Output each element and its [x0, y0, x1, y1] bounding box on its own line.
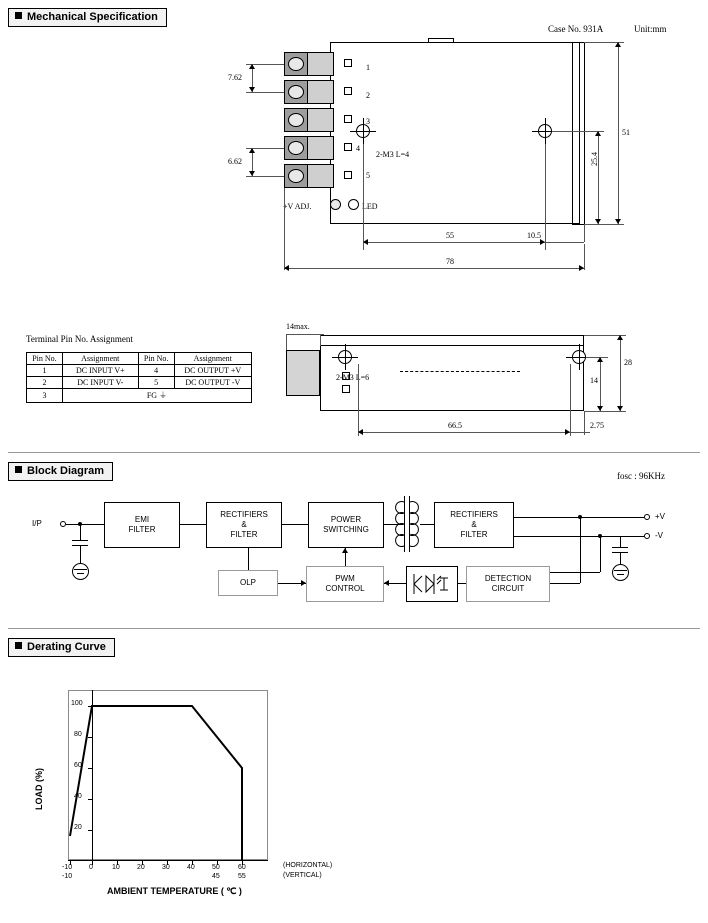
chart-ylabel-60: 60: [74, 762, 82, 769]
dim-28-line: [620, 335, 621, 411]
dim-pitch1-arrow-down: [249, 87, 255, 92]
optocoupler-symbol-icon: [406, 566, 458, 602]
chart-xlabel-40: 40: [187, 864, 195, 871]
block-power-switching: [308, 502, 384, 548]
block-power-label: POWER SWITCHING: [323, 515, 369, 534]
case-number-label: Case No. 931A: [548, 24, 604, 34]
cell-assign-3: FG ⏚: [62, 389, 251, 403]
cell-assign-1: DC INPUT V+: [62, 365, 138, 377]
led-indicator: [348, 199, 359, 210]
output-ground-line-2: [617, 574, 624, 575]
wire-cap-bottom: [80, 545, 81, 563]
top-view-notch: [428, 38, 454, 43]
chart-xlabel-0: 0: [89, 864, 93, 871]
section-header-block-diagram: Block Diagram: [8, 462, 113, 481]
chart-y-axis-title: LOAD (%): [34, 768, 44, 810]
terminal-hole-5: [288, 169, 304, 183]
wire-output-cap-top: [620, 537, 621, 547]
pin-number-5: 5: [366, 171, 370, 180]
block-olp-label: OLP: [239, 578, 256, 587]
block-pwm-control: [306, 566, 384, 602]
dim-78-line: [284, 268, 584, 269]
dim-665-label: 66.5: [448, 421, 462, 430]
chart-ytick-20: [88, 830, 93, 831]
wire-detect-sense-h: [550, 583, 580, 584]
arrow-opto-to-pwm: [384, 580, 389, 586]
dim-51-arrow-up: [615, 42, 621, 47]
block-pwm-label: PWM CONTROL: [325, 574, 365, 593]
terminal-block-1: [306, 52, 334, 76]
cell-pin-3: 3: [27, 389, 63, 403]
pin-number-3: 3: [366, 117, 370, 126]
wire-cap-top: [80, 524, 81, 540]
dim-275-label: 2.75: [590, 421, 604, 430]
output-terminal-positive: [644, 514, 650, 520]
cell-assign-5: DC OUTPUT -V: [174, 377, 251, 389]
ground-line-1: [74, 569, 87, 570]
pin-number-4: 4: [356, 144, 360, 153]
chart-x-axis-title: AMBIENT TEMPERATURE ( ℃ ): [107, 886, 242, 896]
terminal-block-4: [306, 136, 334, 160]
dim-665-arrow-left: [358, 429, 363, 435]
dim-78-ext-right: [584, 244, 585, 270]
block-detection-label: DETECTION CIRCUIT: [484, 574, 532, 593]
dim-55-arrow-left: [363, 239, 368, 245]
chart-x-axis: [68, 860, 268, 861]
crosshair-v-right: [545, 118, 546, 144]
dim-78-arrow-right: [579, 265, 584, 271]
block-olp: [218, 570, 278, 596]
th-assignment-1: Assignment: [62, 353, 138, 365]
screw-note-top: 2-M3 L=4: [376, 150, 410, 159]
wire-detect-sense-h2: [550, 572, 600, 573]
block-rect1-label: RECTIFIERS & FILTER: [220, 510, 268, 539]
dim-14-arrow-up: [597, 357, 603, 362]
wire-output-negative: [514, 536, 644, 537]
terminal-block-2: [306, 80, 334, 104]
chart-ytick-40: [88, 799, 93, 800]
dim-78-arrow-left: [284, 265, 289, 271]
cap-plate-1: [72, 540, 88, 541]
top-view-outer-wall: [584, 42, 585, 224]
chart-xlabel--10: -10: [62, 864, 73, 871]
chart-plot-frame: [68, 690, 268, 860]
dim-665-line: [358, 432, 570, 433]
chart-y-axis: [92, 690, 93, 860]
th-pin-no-1: Pin No.: [27, 353, 63, 365]
table-row: [27, 377, 252, 389]
ground-symbol-output: [612, 564, 629, 581]
terminal-hole-3: [288, 113, 304, 127]
vadj-label: +V ADJ.: [283, 202, 312, 211]
side-view-top-edge: [320, 345, 584, 346]
dim-28-arrow-up: [617, 335, 623, 340]
terminal-block-5: [306, 164, 334, 188]
wire-detect-to-opto: [458, 583, 466, 584]
dim-105-line: [545, 242, 584, 243]
dim-55-line: [363, 242, 545, 243]
earth-ground-icon: ⏚: [159, 391, 168, 400]
chart-xlabel2-55: 55: [238, 873, 246, 880]
dim-254-arrow-up: [595, 131, 601, 136]
top-view-wall-top: [572, 42, 584, 43]
dim-275-ext: [584, 411, 585, 435]
table-header-row: [27, 353, 252, 365]
block-emi-filter-label: EMI FILTER: [128, 515, 156, 534]
output-ground-line-1: [614, 570, 627, 571]
pad-3: [344, 115, 352, 123]
cell-pin-5: 5: [138, 377, 174, 389]
chart-ylabel-40: 40: [74, 793, 82, 800]
pad-2: [344, 87, 352, 95]
cell-pin-4: 4: [138, 365, 174, 377]
terminal-hole-1: [288, 57, 304, 71]
dim-254-arrow-down: [595, 219, 601, 224]
chart-xlabel-30: 30: [162, 864, 170, 871]
side-pad-2: [342, 385, 350, 393]
wire-olp-sense: [248, 548, 249, 570]
arrow-pwm-to-power: [342, 548, 348, 553]
dim-28-label: 28: [624, 358, 632, 367]
dim-pitch2-label: 6.62: [228, 157, 242, 166]
chart-xlabel2--10: -10: [62, 873, 73, 880]
chart-ylabel-20: 20: [74, 824, 82, 831]
block-rect2-label: RECTIFIERS & FILTER: [450, 510, 498, 539]
dim-pitch1-label: 7.62: [228, 73, 242, 82]
dim-51-label: 51: [622, 128, 630, 137]
wire-input-to-emi: [66, 524, 104, 525]
dim-28-arrow-down: [617, 406, 623, 411]
block-rectifiers-filter-2: [434, 502, 514, 548]
wire-detect-sense-negative: [600, 536, 601, 572]
bullet-square-icon: [15, 12, 22, 19]
cell-assign-4: DC OUTPUT +V: [174, 365, 251, 377]
led-label: LED: [362, 202, 378, 211]
dim-51-arrow-down: [615, 219, 621, 224]
top-view-inner-wall: [572, 42, 573, 224]
vadj-pot: [330, 199, 341, 210]
chart-xlabel-20: 20: [137, 864, 145, 871]
dim-55-ext-right: [545, 144, 546, 250]
cell-pin-2: 2: [27, 377, 63, 389]
divider-2: [8, 628, 700, 629]
dim-pitch1-arrow-up: [249, 64, 255, 69]
bullet-square-icon: [15, 642, 22, 649]
output-terminal-negative: [644, 533, 650, 539]
section-header-derating: Derating Curve: [8, 638, 115, 657]
wire-emi-to-rect1: [180, 524, 206, 525]
dim-28-ext-bot: [584, 411, 626, 412]
cell-assign-2: DC INPUT V-: [62, 377, 138, 389]
ground-line-2: [77, 573, 84, 574]
dim-pitch2-ext-bot: [246, 176, 284, 177]
pin-assignment-table: [26, 352, 252, 403]
dim-pitch2-arrow-down: [249, 171, 255, 176]
divider-1: [8, 452, 700, 453]
dim-55-label: 55: [446, 231, 454, 240]
side-crosshair-v-left: [345, 344, 346, 370]
section-header-mechanical: Mechanical Specification: [8, 8, 167, 27]
input-label: I/P: [32, 519, 42, 528]
output-label-positive: +V: [655, 512, 666, 521]
dim-pitch2-arrow-up: [249, 148, 255, 153]
dim-14max-label: 14max.: [286, 322, 310, 331]
dim-51-line: [618, 42, 619, 224]
wire-rect1-to-power: [282, 524, 308, 525]
top-view-wall-bottom: [572, 224, 584, 225]
th-pin-no-2: Pin No.: [138, 353, 174, 365]
table-row: [27, 365, 252, 377]
side-crosshair-v-right: [579, 344, 580, 370]
chart-xlabel-60: 60: [238, 864, 246, 871]
dim-78-label: 78: [446, 257, 454, 266]
pad-4: [344, 143, 352, 151]
transformer-primary-coil: [392, 500, 406, 548]
chart-xlabel-50: 50: [212, 864, 220, 871]
unit-label: Unit:mm: [634, 24, 667, 34]
chart-xlabel-10: 10: [112, 864, 120, 871]
terminal-block-3: [306, 108, 334, 132]
block-rectifiers-filter-1: [206, 502, 282, 548]
block-detection-circuit: [466, 566, 550, 602]
dim-14-line: [600, 357, 601, 411]
block-emi-filter: [104, 502, 180, 548]
wire-detect-sense-positive: [580, 517, 581, 583]
pad-1: [344, 59, 352, 67]
ground-symbol-input: [72, 563, 89, 580]
dim-254-line: [598, 131, 599, 224]
bullet-square-icon: [15, 466, 22, 473]
dim-14-arrow-down: [597, 406, 603, 411]
dim-14max-ext-right: [320, 334, 321, 346]
chart-ytick-80: [88, 737, 93, 738]
dim-105-label: 10.5: [527, 231, 541, 240]
th-assignment-2: Assignment: [174, 353, 251, 365]
cell-pin-1: 1: [27, 365, 63, 377]
dim-14max-line: [286, 334, 324, 335]
dim-105-ext: [584, 224, 585, 242]
chart-note-vertical: (VERTICAL): [283, 872, 322, 879]
pin-number-1: 1: [366, 63, 370, 72]
chart-ytick-60: [88, 768, 93, 769]
dim-665-ext-right: [570, 364, 571, 436]
output-cap-plate-1: [612, 547, 628, 548]
dim-275-line: [570, 432, 590, 433]
terminal-hole-4: [288, 141, 304, 155]
dim-51-ext-bot: [584, 224, 624, 225]
side-view-centerline: [400, 371, 520, 372]
dim-pitch1-ext-bot: [246, 92, 284, 93]
chart-note-horizontal: (HORIZONTAL): [283, 862, 333, 869]
pin-number-2: 2: [366, 91, 370, 100]
dim-14-label: 14: [590, 376, 598, 385]
pin-table-title: Terminal Pin No. Assignment: [26, 334, 133, 344]
dim-254-label: 25.4: [590, 152, 599, 166]
wire-output-cap-bottom: [620, 552, 621, 564]
output-label-negative: -V: [655, 531, 663, 540]
wire-transformer-to-rect2: [420, 524, 434, 525]
chart-ylabel-80: 80: [74, 731, 82, 738]
chart-ylabel-100: 100: [71, 700, 83, 707]
chart-ytick-100: [88, 706, 93, 707]
chart-xlabel2-45: 45: [212, 873, 220, 880]
dim-55-ext-left: [363, 144, 364, 250]
dim-14max-ext-left: [286, 334, 287, 350]
fosc-label: fosc : 96KHz: [617, 471, 665, 481]
pad-5: [344, 171, 352, 179]
dim-665-ext-left: [358, 364, 359, 436]
side-screw-note: 2-M3 L=6: [336, 373, 370, 382]
side-view-connector: [286, 350, 320, 396]
crosshair-v-left: [363, 118, 364, 144]
terminal-hole-2: [288, 85, 304, 99]
table-row: [27, 389, 252, 403]
dim-78-ext-left: [284, 188, 285, 270]
